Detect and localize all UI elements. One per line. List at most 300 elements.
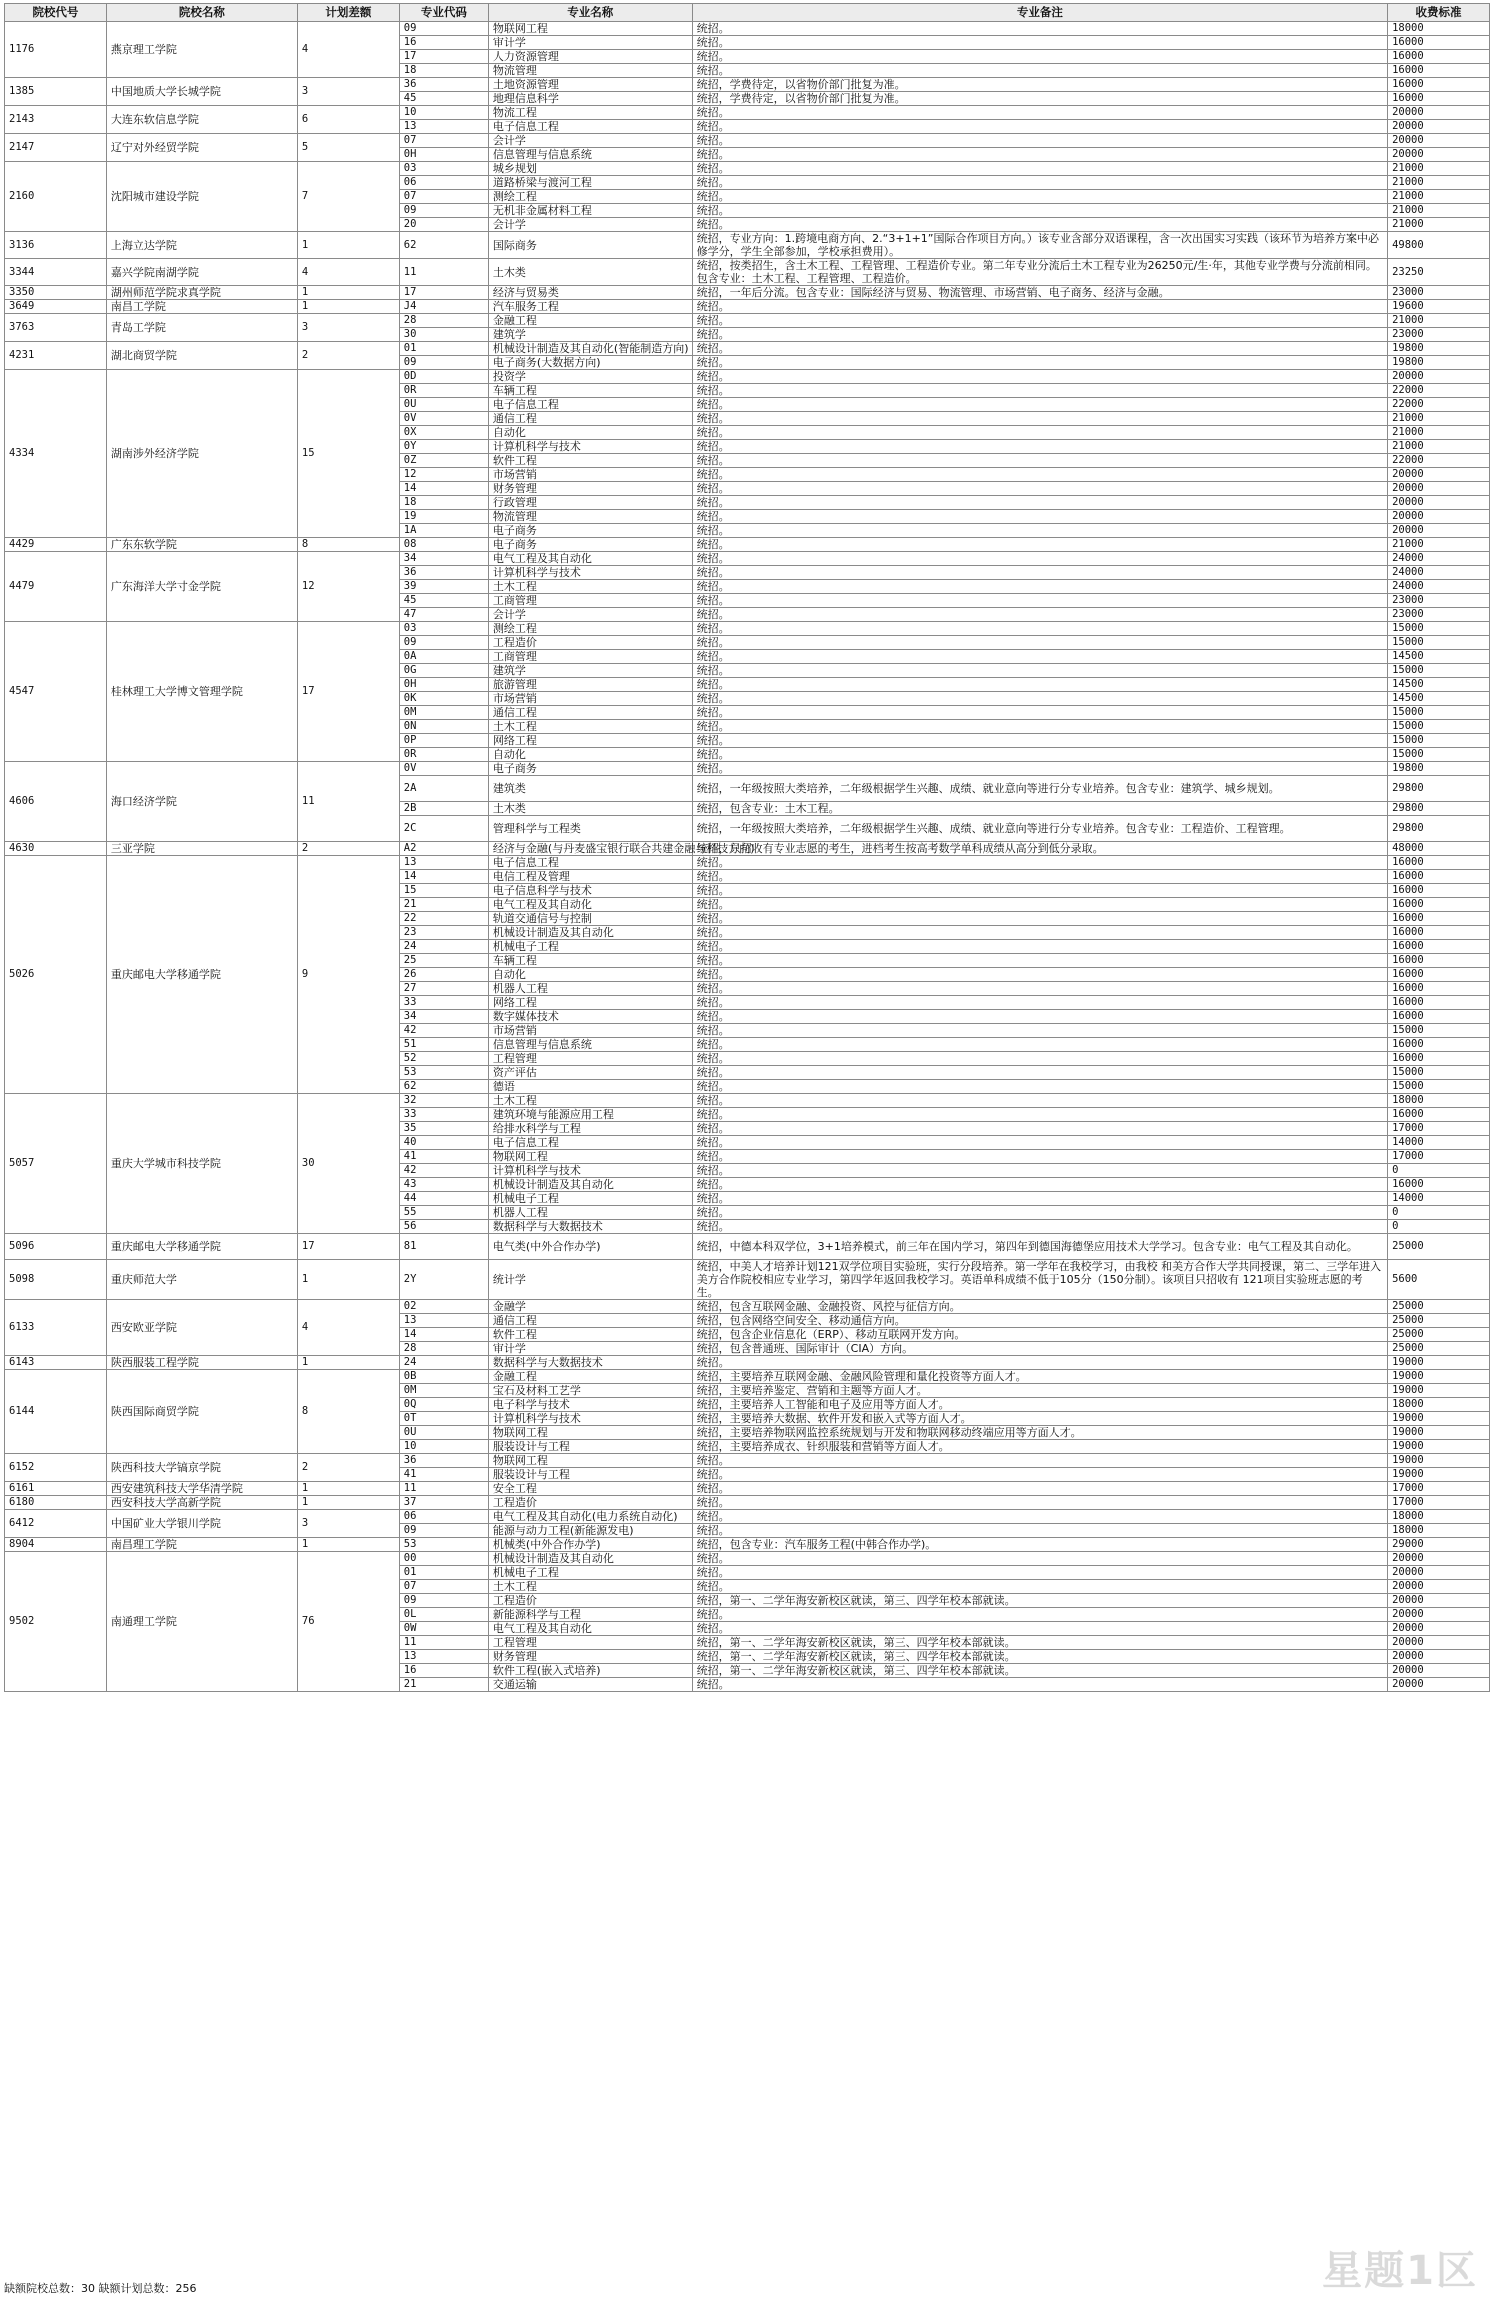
table-row bbox=[5, 22, 1490, 36]
school-code-cell: 4630 bbox=[5, 842, 107, 856]
major-name-cell: 物流管理 bbox=[488, 510, 692, 524]
tuition-cell: 16000 bbox=[1388, 1052, 1490, 1066]
major-note-cell: 统招。 bbox=[692, 1136, 1387, 1150]
school-code-cell: 4231 bbox=[5, 342, 107, 370]
major-note-cell: 统招，主要培养互联网金融、金融风险管理和量化投资等方面人才。 bbox=[692, 1370, 1387, 1384]
major-code-cell: 2C bbox=[399, 816, 488, 842]
major-code-cell: 2A bbox=[399, 776, 488, 802]
tuition-cell: 15000 bbox=[1388, 636, 1490, 650]
tuition-cell: 15000 bbox=[1388, 748, 1490, 762]
tuition-cell: 16000 bbox=[1388, 1038, 1490, 1052]
major-name-cell: 安全工程 bbox=[488, 1482, 692, 1496]
tuition-cell: 16000 bbox=[1388, 856, 1490, 870]
major-name-cell: 物联网工程 bbox=[488, 1150, 692, 1164]
major-code-cell: 0Q bbox=[399, 1398, 488, 1412]
major-note-cell: 统招。 bbox=[692, 356, 1387, 370]
plan-gap-cell: 9 bbox=[297, 856, 399, 1094]
tuition-cell: 21000 bbox=[1388, 176, 1490, 190]
tuition-cell: 15000 bbox=[1388, 720, 1490, 734]
tuition-cell: 16000 bbox=[1388, 50, 1490, 64]
school-name-cell: 青岛工学院 bbox=[106, 314, 297, 342]
school-code-cell: 4479 bbox=[5, 552, 107, 622]
major-note-cell: 统招。 bbox=[692, 176, 1387, 190]
major-code-cell: 01 bbox=[399, 342, 488, 356]
major-code-cell: 0X bbox=[399, 426, 488, 440]
table-row bbox=[5, 622, 1490, 636]
major-code-cell: 11 bbox=[399, 259, 488, 286]
major-code-cell: 0Z bbox=[399, 454, 488, 468]
major-name-cell: 电子商务 bbox=[488, 762, 692, 776]
school-code-cell: 1176 bbox=[5, 22, 107, 78]
tuition-cell: 16000 bbox=[1388, 1178, 1490, 1192]
tuition-cell: 19800 bbox=[1388, 356, 1490, 370]
tuition-cell: 19000 bbox=[1388, 1370, 1490, 1384]
plan-gap-cell: 12 bbox=[297, 552, 399, 622]
major-note-cell: 统招，一年后分流。包含专业：国际经济与贸易、物流管理、市场营销、电子商务、经济与金融。 bbox=[692, 286, 1387, 300]
tuition-cell: 15000 bbox=[1388, 664, 1490, 678]
major-note-cell: 统招。 bbox=[692, 954, 1387, 968]
major-note-cell: 统招。 bbox=[692, 1566, 1387, 1580]
school-name-cell: 大连东软信息学院 bbox=[106, 106, 297, 134]
major-note-cell: 统招。 bbox=[692, 912, 1387, 926]
school-code-cell: 5026 bbox=[5, 856, 107, 1094]
table-row bbox=[5, 1260, 1490, 1300]
tuition-cell: 21000 bbox=[1388, 204, 1490, 218]
major-note-cell: 统招。 bbox=[692, 1052, 1387, 1066]
major-code-cell: 06 bbox=[399, 1510, 488, 1524]
school-name-cell: 陕西国际商贸学院 bbox=[106, 1370, 297, 1454]
major-name-cell: 经济与贸易类 bbox=[488, 286, 692, 300]
school-code-cell: 1385 bbox=[5, 78, 107, 106]
major-note-cell: 统招。 bbox=[692, 898, 1387, 912]
major-code-cell: 47 bbox=[399, 608, 488, 622]
major-name-cell: 机器人工程 bbox=[488, 1206, 692, 1220]
table-row bbox=[5, 106, 1490, 120]
major-note-cell: 统招。 bbox=[692, 398, 1387, 412]
major-code-cell: 11 bbox=[399, 1482, 488, 1496]
major-note-cell: 统招。 bbox=[692, 636, 1387, 650]
table-body bbox=[5, 22, 1490, 1692]
major-code-cell: 11 bbox=[399, 1636, 488, 1650]
school-name-cell: 上海立达学院 bbox=[106, 232, 297, 259]
tuition-cell: 17000 bbox=[1388, 1150, 1490, 1164]
major-name-cell: 电子商务 bbox=[488, 524, 692, 538]
major-name-cell: 建筑学 bbox=[488, 328, 692, 342]
major-name-cell: 机械设计制造及其自动化 bbox=[488, 1552, 692, 1566]
major-note-cell: 统招。 bbox=[692, 594, 1387, 608]
major-note-cell: 统招，学费待定，以省物价部门批复为准。 bbox=[692, 92, 1387, 106]
major-note-cell: 统招。 bbox=[692, 300, 1387, 314]
major-code-cell: 41 bbox=[399, 1150, 488, 1164]
tuition-cell: 18000 bbox=[1388, 1524, 1490, 1538]
tuition-cell: 22000 bbox=[1388, 384, 1490, 398]
major-note-cell: 统招。 bbox=[692, 1496, 1387, 1510]
major-code-cell: 10 bbox=[399, 106, 488, 120]
major-name-cell: 行政管理 bbox=[488, 496, 692, 510]
major-note-cell: 统招。 bbox=[692, 454, 1387, 468]
major-note-cell: 统招。 bbox=[692, 692, 1387, 706]
tuition-cell: 16000 bbox=[1388, 940, 1490, 954]
plan-gap-cell: 1 bbox=[297, 1482, 399, 1496]
data-grid bbox=[4, 3, 1490, 1692]
school-code-cell: 4334 bbox=[5, 370, 107, 538]
school-name-cell: 三亚学院 bbox=[106, 842, 297, 856]
major-code-cell: 13 bbox=[399, 856, 488, 870]
school-name-cell: 广东海洋大学寸金学院 bbox=[106, 552, 297, 622]
major-code-cell: 28 bbox=[399, 314, 488, 328]
major-name-cell: 土木工程 bbox=[488, 1094, 692, 1108]
major-note-cell: 统招。 bbox=[692, 608, 1387, 622]
tuition-cell: 22000 bbox=[1388, 398, 1490, 412]
major-code-cell: 24 bbox=[399, 1356, 488, 1370]
major-note-cell: 统招，中美人才培养计划121双学位项目实验班，实行分段培养。第一学年在我校学习，由我校 和美方合作大学共同授课，第二、三学年进入美方合作院校相应专业学习，第四学年返回我校学习。英语单科成绩不低于105分（150分制）。该项目只招收有 121项目实验班志愿的考生。 bbox=[692, 1260, 1387, 1300]
tuition-cell: 0 bbox=[1388, 1164, 1490, 1178]
tuition-cell: 20000 bbox=[1388, 1608, 1490, 1622]
tuition-cell: 22000 bbox=[1388, 454, 1490, 468]
major-code-cell: 62 bbox=[399, 232, 488, 259]
table-row bbox=[5, 538, 1490, 552]
tuition-cell: 16000 bbox=[1388, 954, 1490, 968]
major-name-cell: 市场营销 bbox=[488, 692, 692, 706]
major-name-cell: 电气工程及其自动化(电力系统自动化) bbox=[488, 1510, 692, 1524]
school-name-cell: 中国地质大学长城学院 bbox=[106, 78, 297, 106]
table-row bbox=[5, 1552, 1490, 1566]
major-name-cell: 机械类(中外合作办学) bbox=[488, 1538, 692, 1552]
major-note-cell: 统招。 bbox=[692, 748, 1387, 762]
major-note-cell: 统招。 bbox=[692, 1552, 1387, 1566]
major-note-cell: 统招。 bbox=[692, 1164, 1387, 1178]
major-note-cell: 统招。 bbox=[692, 370, 1387, 384]
major-code-cell: 0P bbox=[399, 734, 488, 748]
major-name-cell: 旅游管理 bbox=[488, 678, 692, 692]
major-code-cell: 35 bbox=[399, 1122, 488, 1136]
tuition-cell: 21000 bbox=[1388, 162, 1490, 176]
plan-gap-cell: 17 bbox=[297, 1234, 399, 1260]
tuition-cell: 17000 bbox=[1388, 1122, 1490, 1136]
major-name-cell: 电子信息科学与技术 bbox=[488, 884, 692, 898]
major-note-cell: 统招。 bbox=[692, 926, 1387, 940]
plan-gap-cell: 8 bbox=[297, 1370, 399, 1454]
school-code-cell: 6144 bbox=[5, 1370, 107, 1454]
major-code-cell: 0G bbox=[399, 664, 488, 678]
major-note-cell: 统招，主要培养大数据、软件开发和嵌入式等方面人才。 bbox=[692, 1412, 1387, 1426]
school-name-cell: 桂林理工大学博文管理学院 bbox=[106, 622, 297, 762]
tuition-cell: 25000 bbox=[1388, 1234, 1490, 1260]
table-row bbox=[5, 842, 1490, 856]
school-code-cell: 2143 bbox=[5, 106, 107, 134]
school-code-cell: 5096 bbox=[5, 1234, 107, 1260]
school-code-cell: 8904 bbox=[5, 1538, 107, 1552]
school-code-cell: 2160 bbox=[5, 162, 107, 232]
header-row bbox=[5, 4, 1490, 22]
major-note-cell: 统招。 bbox=[692, 1678, 1387, 1692]
major-code-cell: 0H bbox=[399, 148, 488, 162]
tuition-cell: 21000 bbox=[1388, 426, 1490, 440]
major-note-cell: 统招。 bbox=[692, 384, 1387, 398]
tuition-cell: 25000 bbox=[1388, 1328, 1490, 1342]
major-code-cell: 03 bbox=[399, 162, 488, 176]
col-header-major-note: 专业备注 bbox=[692, 4, 1387, 22]
major-code-cell: 0M bbox=[399, 706, 488, 720]
major-note-cell: 统招。 bbox=[692, 412, 1387, 426]
major-name-cell: 通信工程 bbox=[488, 412, 692, 426]
plan-gap-cell: 17 bbox=[297, 622, 399, 762]
tuition-cell: 24000 bbox=[1388, 552, 1490, 566]
col-header-tuition: 收费标准 bbox=[1388, 4, 1490, 22]
major-code-cell: 0U bbox=[399, 1426, 488, 1440]
major-code-cell: 10 bbox=[399, 1440, 488, 1454]
major-note-cell: 统招。 bbox=[692, 496, 1387, 510]
major-name-cell: 无机非金属材料工程 bbox=[488, 204, 692, 218]
school-name-cell: 中国矿业大学银川学院 bbox=[106, 1510, 297, 1538]
tuition-cell: 24000 bbox=[1388, 580, 1490, 594]
school-code-cell: 6152 bbox=[5, 1454, 107, 1482]
major-code-cell: 13 bbox=[399, 1314, 488, 1328]
major-name-cell: 电子信息工程 bbox=[488, 1136, 692, 1150]
tuition-cell: 16000 bbox=[1388, 968, 1490, 982]
major-code-cell: 36 bbox=[399, 566, 488, 580]
tuition-cell: 23000 bbox=[1388, 328, 1490, 342]
major-name-cell: 物流管理 bbox=[488, 64, 692, 78]
major-code-cell: 14 bbox=[399, 482, 488, 496]
major-note-cell: 统招。 bbox=[692, 1622, 1387, 1636]
major-note-cell: 统招，只招收有专业志愿的考生，进档考生按高考数学单科成绩从高分到低分录取。 bbox=[692, 842, 1387, 856]
major-name-cell: 市场营销 bbox=[488, 1024, 692, 1038]
major-code-cell: 06 bbox=[399, 176, 488, 190]
major-note-cell: 统招。 bbox=[692, 106, 1387, 120]
major-name-cell: 道路桥梁与渡河工程 bbox=[488, 176, 692, 190]
tuition-cell: 16000 bbox=[1388, 912, 1490, 926]
major-note-cell: 统招。 bbox=[692, 1454, 1387, 1468]
plan-gap-cell: 5 bbox=[297, 134, 399, 162]
major-code-cell: 21 bbox=[399, 898, 488, 912]
tuition-cell: 20000 bbox=[1388, 1566, 1490, 1580]
major-note-cell: 统招，主要培养成衣、针织服装和营销等方面人才。 bbox=[692, 1440, 1387, 1454]
tuition-cell: 20000 bbox=[1388, 370, 1490, 384]
table-row bbox=[5, 286, 1490, 300]
major-code-cell: 33 bbox=[399, 996, 488, 1010]
major-code-cell: 15 bbox=[399, 884, 488, 898]
major-code-cell: 16 bbox=[399, 36, 488, 50]
tuition-cell: 16000 bbox=[1388, 884, 1490, 898]
major-name-cell: 软件工程(嵌入式培养) bbox=[488, 1664, 692, 1678]
tuition-cell: 0 bbox=[1388, 1220, 1490, 1234]
major-name-cell: 汽车服务工程 bbox=[488, 300, 692, 314]
major-code-cell: 0D bbox=[399, 370, 488, 384]
major-code-cell: 0N bbox=[399, 720, 488, 734]
col-header-school-name: 院校名称 bbox=[106, 4, 297, 22]
tuition-cell: 16000 bbox=[1388, 92, 1490, 106]
major-code-cell: 0L bbox=[399, 1608, 488, 1622]
major-code-cell: 17 bbox=[399, 50, 488, 64]
major-name-cell: 物联网工程 bbox=[488, 1454, 692, 1468]
tuition-cell: 23000 bbox=[1388, 594, 1490, 608]
tuition-cell: 15000 bbox=[1388, 622, 1490, 636]
major-code-cell: 14 bbox=[399, 870, 488, 884]
major-name-cell: 计算机科学与技术 bbox=[488, 440, 692, 454]
tuition-cell: 19000 bbox=[1388, 1384, 1490, 1398]
major-note-cell: 统招。 bbox=[692, 148, 1387, 162]
tuition-cell: 20000 bbox=[1388, 1678, 1490, 1692]
major-code-cell: 0V bbox=[399, 762, 488, 776]
school-code-cell: 6412 bbox=[5, 1510, 107, 1538]
table-row bbox=[5, 1234, 1490, 1260]
major-name-cell: 工程造价 bbox=[488, 1594, 692, 1608]
major-name-cell: 城乡规划 bbox=[488, 162, 692, 176]
major-code-cell: 0R bbox=[399, 384, 488, 398]
major-name-cell: 车辆工程 bbox=[488, 384, 692, 398]
tuition-cell: 20000 bbox=[1388, 1594, 1490, 1608]
tuition-cell: 18000 bbox=[1388, 1510, 1490, 1524]
school-name-cell: 湖州师范学院求真学院 bbox=[106, 286, 297, 300]
major-name-cell: 土地资源管理 bbox=[488, 78, 692, 92]
major-code-cell: 0Y bbox=[399, 440, 488, 454]
major-name-cell: 服装设计与工程 bbox=[488, 1468, 692, 1482]
major-code-cell: 53 bbox=[399, 1066, 488, 1080]
col-header-major-code: 专业代码 bbox=[399, 4, 488, 22]
tuition-cell: 25000 bbox=[1388, 1300, 1490, 1314]
tuition-cell: 19000 bbox=[1388, 1468, 1490, 1482]
major-code-cell: 37 bbox=[399, 1496, 488, 1510]
school-name-cell: 西安欧亚学院 bbox=[106, 1300, 297, 1356]
major-note-cell: 统招。 bbox=[692, 1094, 1387, 1108]
major-code-cell: 2B bbox=[399, 802, 488, 816]
table-row bbox=[5, 162, 1490, 176]
school-name-cell: 陕西服装工程学院 bbox=[106, 1356, 297, 1370]
major-note-cell: 统招。 bbox=[692, 1608, 1387, 1622]
major-name-cell: 工程管理 bbox=[488, 1052, 692, 1066]
major-name-cell: 电子商务 bbox=[488, 538, 692, 552]
site-watermark: 星题1区 bbox=[1322, 2248, 1478, 2294]
major-name-cell: 审计学 bbox=[488, 36, 692, 50]
table-row bbox=[5, 1510, 1490, 1524]
major-name-cell: 数字媒体技术 bbox=[488, 1010, 692, 1024]
major-note-cell: 统招，中德本科双学位，3+1培养模式，前三年在国内学习，第四年到德国海德堡应用技术大学学习。包含专业：电气工程及其自动化。 bbox=[692, 1234, 1387, 1260]
major-name-cell: 计算机科学与技术 bbox=[488, 1164, 692, 1178]
plan-gap-cell: 1 bbox=[297, 1538, 399, 1552]
tuition-cell: 0 bbox=[1388, 1206, 1490, 1220]
tuition-cell: 14500 bbox=[1388, 650, 1490, 664]
major-name-cell: 市场营销 bbox=[488, 468, 692, 482]
major-note-cell: 统招。 bbox=[692, 440, 1387, 454]
major-name-cell: 机械设计制造及其自动化 bbox=[488, 1178, 692, 1192]
tuition-cell: 20000 bbox=[1388, 524, 1490, 538]
major-note-cell: 统招，第一、二学年海安新校区就读，第三、四学年校本部就读。 bbox=[692, 1650, 1387, 1664]
tuition-cell: 20000 bbox=[1388, 468, 1490, 482]
plan-gap-cell: 11 bbox=[297, 762, 399, 842]
major-name-cell: 统计学 bbox=[488, 1260, 692, 1300]
major-note-cell: 统招。 bbox=[692, 1510, 1387, 1524]
major-note-cell: 统招，包含网络空间安全、移动通信方向。 bbox=[692, 1314, 1387, 1328]
major-name-cell: 电气工程及其自动化 bbox=[488, 898, 692, 912]
plan-gap-cell: 1 bbox=[297, 232, 399, 259]
school-code-cell: 3136 bbox=[5, 232, 107, 259]
major-name-cell: 工程造价 bbox=[488, 1496, 692, 1510]
table-row bbox=[5, 300, 1490, 314]
major-code-cell: 28 bbox=[399, 1342, 488, 1356]
table-row bbox=[5, 232, 1490, 259]
col-header-school-code: 院校代号 bbox=[5, 4, 107, 22]
school-code-cell: 4606 bbox=[5, 762, 107, 842]
tuition-cell: 16000 bbox=[1388, 1010, 1490, 1024]
major-note-cell: 统招。 bbox=[692, 468, 1387, 482]
school-name-cell: 嘉兴学院南湖学院 bbox=[106, 259, 297, 286]
major-name-cell: 人力资源管理 bbox=[488, 50, 692, 64]
major-note-cell: 统招。 bbox=[692, 328, 1387, 342]
major-code-cell: 0V bbox=[399, 412, 488, 426]
school-name-cell: 海口经济学院 bbox=[106, 762, 297, 842]
major-code-cell: 42 bbox=[399, 1024, 488, 1038]
major-name-cell: 能源与动力工程(新能源发电) bbox=[488, 1524, 692, 1538]
major-name-cell: 宝石及材料工艺学 bbox=[488, 1384, 692, 1398]
major-note-cell: 统招。 bbox=[692, 204, 1387, 218]
school-name-cell: 南昌理工学院 bbox=[106, 1538, 297, 1552]
major-code-cell: 09 bbox=[399, 22, 488, 36]
major-code-cell: 0R bbox=[399, 748, 488, 762]
major-name-cell: 信息管理与信息系统 bbox=[488, 1038, 692, 1052]
major-code-cell: 18 bbox=[399, 64, 488, 78]
tuition-cell: 17000 bbox=[1388, 1482, 1490, 1496]
school-code-cell: 6161 bbox=[5, 1482, 107, 1496]
major-note-cell: 统招。 bbox=[692, 314, 1387, 328]
tuition-cell: 20000 bbox=[1388, 1650, 1490, 1664]
table-row bbox=[5, 1538, 1490, 1552]
major-name-cell: 网络工程 bbox=[488, 996, 692, 1010]
major-note-cell: 统招。 bbox=[692, 996, 1387, 1010]
table-row bbox=[5, 1300, 1490, 1314]
major-code-cell: 62 bbox=[399, 1080, 488, 1094]
tuition-cell: 21000 bbox=[1388, 538, 1490, 552]
plan-gap-cell: 1 bbox=[297, 1496, 399, 1510]
tuition-cell: 19800 bbox=[1388, 762, 1490, 776]
major-name-cell: 工商管理 bbox=[488, 650, 692, 664]
tuition-cell: 16000 bbox=[1388, 870, 1490, 884]
major-name-cell: 金融工程 bbox=[488, 314, 692, 328]
major-name-cell: 电子信息工程 bbox=[488, 120, 692, 134]
major-name-cell: 软件工程 bbox=[488, 1328, 692, 1342]
major-name-cell: 物联网工程 bbox=[488, 1426, 692, 1440]
major-note-cell: 统招。 bbox=[692, 1580, 1387, 1594]
col-header-major-name: 专业名称 bbox=[488, 4, 692, 22]
major-code-cell: 53 bbox=[399, 1538, 488, 1552]
tuition-cell: 18000 bbox=[1388, 22, 1490, 36]
school-name-cell: 西安科技大学高新学院 bbox=[106, 1496, 297, 1510]
major-code-cell: 26 bbox=[399, 968, 488, 982]
major-note-cell: 统招。 bbox=[692, 552, 1387, 566]
major-name-cell: 网络工程 bbox=[488, 734, 692, 748]
major-note-cell: 统招，包含互联网金融、金融投资、风控与征信方向。 bbox=[692, 1300, 1387, 1314]
major-name-cell: 自动化 bbox=[488, 748, 692, 762]
major-name-cell: 机械设计制造及其自动化 bbox=[488, 926, 692, 940]
school-code-cell: 6143 bbox=[5, 1356, 107, 1370]
major-note-cell: 统招。 bbox=[692, 1206, 1387, 1220]
table-row bbox=[5, 1356, 1490, 1370]
major-note-cell: 统招。 bbox=[692, 982, 1387, 996]
tuition-cell: 20000 bbox=[1388, 106, 1490, 120]
school-code-cell: 5057 bbox=[5, 1094, 107, 1234]
major-code-cell: 33 bbox=[399, 1108, 488, 1122]
major-note-cell: 统招。 bbox=[692, 870, 1387, 884]
school-code-cell: 6180 bbox=[5, 1496, 107, 1510]
school-code-cell: 3763 bbox=[5, 314, 107, 342]
plan-gap-cell: 1 bbox=[297, 286, 399, 300]
tuition-cell: 29800 bbox=[1388, 802, 1490, 816]
school-code-cell: 9502 bbox=[5, 1552, 107, 1692]
major-name-cell: 金融工程 bbox=[488, 1370, 692, 1384]
plan-gap-cell: 76 bbox=[297, 1552, 399, 1692]
major-note-cell: 统招。 bbox=[692, 1122, 1387, 1136]
table-row bbox=[5, 314, 1490, 328]
